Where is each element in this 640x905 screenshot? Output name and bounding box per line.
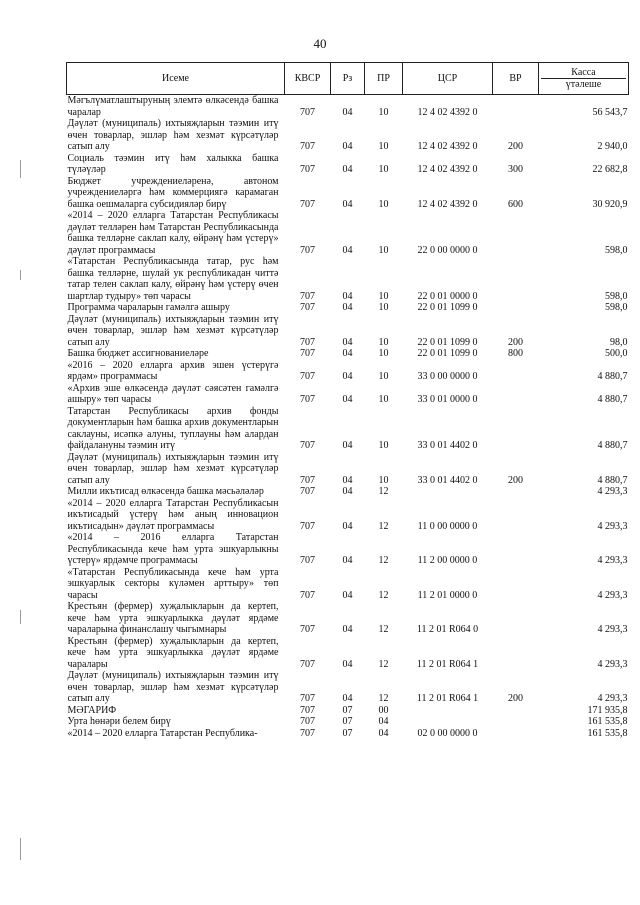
cell-kvsr: 707 bbox=[300, 290, 315, 302]
cell-csr: 22 0 00 0000 0 bbox=[417, 244, 478, 256]
cell-vr: 200 bbox=[508, 141, 523, 152]
table-row bbox=[67, 728, 629, 740]
cell-vr: 800 bbox=[508, 348, 523, 359]
cell-kvsr: 707 bbox=[300, 348, 315, 359]
cell-rz: 04 bbox=[342, 371, 353, 382]
cell-vr bbox=[493, 636, 539, 671]
cell-pr: 12 bbox=[378, 624, 389, 635]
cell-vr bbox=[493, 406, 539, 452]
cell-sum: 4 880,7 bbox=[597, 474, 628, 486]
cell-name: Бюджет учреждениеләренә, автоном учреждениеләргә һәм коммерциягә карамаган башка оешмаларга субсидияләр бирү bbox=[67, 175, 279, 210]
cell-pr: 10 bbox=[378, 198, 389, 210]
cell-pr: 12 bbox=[378, 658, 389, 670]
header-vr: ВР bbox=[493, 63, 539, 95]
header-rz: Рз bbox=[331, 63, 365, 95]
cell-sum: 171 935,8 bbox=[587, 704, 628, 716]
cell-sum: 98,0 bbox=[610, 336, 628, 348]
cell-pr: 00 bbox=[378, 704, 389, 716]
cell-rz: 04 bbox=[342, 486, 353, 497]
cell-sum: 4 293,3 bbox=[597, 555, 628, 566]
cell-sum: 56 543,7 bbox=[592, 106, 628, 118]
cell-rz: 04 bbox=[342, 106, 353, 118]
cell-csr: 11 2 00 0000 0 bbox=[417, 555, 478, 566]
table-row bbox=[67, 95, 629, 119]
cell-csr: 11 2 01 R064 0 bbox=[416, 624, 479, 635]
cell-csr: 12 4 02 4392 0 bbox=[417, 198, 478, 210]
cell-kvsr: 707 bbox=[300, 693, 315, 704]
cell-kvsr: 707 bbox=[300, 106, 315, 118]
cell-name: «Татарстан Республикасында кече һәм урта эшкуарлык секторы күләмен арттыру» төп чарасы bbox=[67, 566, 279, 601]
cell-csr: 11 2 01 R064 1 bbox=[416, 658, 479, 670]
cell-sum: 4 293,3 bbox=[597, 624, 628, 635]
cell-name: Дәүләт (муниципаль) ихтыяҗларын тәэмин итү өчен товарлар, эшләр һәм хезмәт күрсәтүләр сатып алу bbox=[67, 118, 279, 152]
cell-pr: 10 bbox=[378, 290, 389, 302]
cell-sum: 2 940,0 bbox=[597, 141, 628, 152]
cell-kvsr: 707 bbox=[300, 486, 315, 497]
cell-vr bbox=[493, 95, 539, 119]
cell-vr: 200 bbox=[508, 693, 523, 704]
cell-pr: 12 bbox=[378, 486, 389, 497]
cell-kvsr: 707 bbox=[300, 555, 315, 566]
cell-csr: 33 0 00 0000 0 bbox=[417, 371, 478, 382]
table-row bbox=[67, 176, 629, 211]
cell-csr: 02 0 00 0000 0 bbox=[417, 727, 478, 739]
cell-rz: 04 bbox=[342, 474, 353, 486]
cell-rz: 04 bbox=[342, 658, 353, 670]
cell-sum: 4 293,3 bbox=[597, 589, 628, 601]
cell-kvsr: 707 bbox=[300, 394, 315, 405]
cell-pr: 12 bbox=[378, 589, 389, 601]
cell-rz: 04 bbox=[342, 440, 353, 451]
cell-sum: 4 880,7 bbox=[597, 440, 628, 451]
table-row bbox=[67, 601, 629, 636]
cell-name: Башка бюджет ассигнованиеләре bbox=[67, 348, 209, 359]
cell-name: Крестьян (фермер) хуҗалыкларын да кертеп, кече һәм урта эшкуарлыкка дәүләт ярдәме чараларына финанслашу чыгымнары bbox=[67, 601, 279, 635]
cell-rz: 04 bbox=[342, 348, 353, 359]
cell-name: Крестьян (фермер) хуҗалыкларын да кертеп, кече һәм урта эшкуарлыкка дәүләт ярдәме чаралары bbox=[67, 635, 279, 670]
cell-pr: 10 bbox=[378, 164, 389, 175]
cell-name: «2014 – 2020 елларга Татарстан Республика- bbox=[67, 727, 258, 739]
cell-csr: 22 0 01 0000 0 bbox=[417, 290, 478, 302]
cell-rz: 04 bbox=[342, 198, 353, 210]
cell-name: «2014 – 2020 елларга Татарстан Республикасын икътисадый үстерү һәм аның инновацион икътисадын» дәүләт программасы bbox=[67, 497, 279, 532]
cell-name: Татарстан Республикасы архив фонды документларын һәм башка архив документларын саклауны, исәпкә алуны, туплауны һәм алардан файдалануны тәэмин итү bbox=[67, 405, 279, 451]
cell-csr: 33 0 01 4402 0 bbox=[417, 440, 478, 451]
cell-csr: 22 0 01 1099 0 bbox=[417, 348, 478, 359]
margin-mark bbox=[20, 160, 21, 178]
cell-vr: 200 bbox=[508, 336, 523, 348]
cell-kvsr: 707 bbox=[300, 624, 315, 635]
cell-vr bbox=[493, 498, 539, 533]
table-row bbox=[67, 153, 629, 176]
header-pr: ПР bbox=[365, 63, 403, 95]
cell-name: «2014 – 2020 елларга Татарстан Республикасы дәүләт телләрен һәм Татарстан Республикасында башка телләрне саклап калу, өйрәнү һәм үстерү» дәүләт программасы bbox=[67, 210, 279, 256]
table-row bbox=[67, 348, 629, 360]
table-header bbox=[67, 63, 629, 95]
cell-pr: 04 bbox=[378, 727, 389, 739]
table-row bbox=[67, 256, 629, 302]
cell-sum: 598,0 bbox=[605, 302, 628, 313]
table-body bbox=[67, 95, 629, 740]
cell-sum: 161 535,8 bbox=[587, 716, 628, 727]
cell-pr: 12 bbox=[378, 520, 389, 532]
cell-name: «Архив эше өлкәсендә дәүләт сәясәтен гамәлгә ашыру» төп чарасы bbox=[67, 382, 279, 405]
cell-csr: 22 0 01 1099 0 bbox=[417, 336, 478, 348]
table-row bbox=[67, 567, 629, 602]
cell-csr: 33 0 01 4402 0 bbox=[417, 474, 478, 486]
cell-sum: 22 682,8 bbox=[592, 164, 628, 175]
cell-csr: 11 2 01 R064 1 bbox=[416, 693, 479, 704]
cell-kvsr: 707 bbox=[300, 164, 315, 175]
table-row bbox=[67, 670, 629, 705]
header-csr: ЦСР bbox=[403, 63, 493, 95]
cell-rz: 04 bbox=[342, 555, 353, 566]
cell-rz: 04 bbox=[342, 693, 353, 704]
cell-pr: 10 bbox=[378, 371, 389, 382]
cell-csr bbox=[403, 705, 493, 717]
cell-pr: 10 bbox=[378, 302, 389, 313]
cell-sum: 598,0 bbox=[605, 244, 628, 256]
cell-sum: 30 920,9 bbox=[592, 198, 628, 210]
cell-pr: 10 bbox=[378, 474, 389, 486]
header-kassa-line2: үтәлеше bbox=[541, 78, 626, 91]
cell-rz: 07 bbox=[342, 704, 353, 716]
table-row bbox=[67, 486, 629, 498]
cell-sum: 161 535,8 bbox=[587, 727, 628, 739]
table-row bbox=[67, 118, 629, 153]
margin-mark bbox=[20, 270, 21, 280]
cell-pr: 10 bbox=[378, 244, 389, 256]
table-row bbox=[67, 532, 629, 567]
cell-pr: 10 bbox=[378, 440, 389, 451]
cell-kvsr: 707 bbox=[300, 658, 315, 670]
cell-vr bbox=[493, 302, 539, 314]
cell-rz: 04 bbox=[342, 520, 353, 532]
table-row bbox=[67, 716, 629, 728]
cell-csr: 12 4 02 4392 0 bbox=[417, 141, 478, 152]
cell-kvsr: 707 bbox=[300, 198, 315, 210]
cell-kvsr: 707 bbox=[300, 336, 315, 348]
header-kvsr: КВСР bbox=[285, 63, 331, 95]
cell-csr: 12 4 02 4392 0 bbox=[417, 164, 478, 175]
header-name: Исеме bbox=[67, 63, 285, 95]
cell-csr bbox=[403, 716, 493, 728]
cell-sum: 4 293,3 bbox=[597, 486, 628, 497]
cell-csr: 12 4 02 4392 0 bbox=[417, 106, 478, 118]
cell-vr: 200 bbox=[508, 474, 523, 486]
cell-rz: 04 bbox=[342, 290, 353, 302]
cell-kvsr: 707 bbox=[300, 520, 315, 532]
cell-sum: 598,0 bbox=[605, 290, 628, 302]
table-row bbox=[67, 314, 629, 349]
cell-vr bbox=[493, 601, 539, 636]
cell-sum: 4 293,3 bbox=[597, 693, 628, 704]
cell-rz: 04 bbox=[342, 244, 353, 256]
cell-kvsr: 707 bbox=[300, 704, 315, 716]
cell-vr bbox=[493, 210, 539, 256]
cell-name: Дәүләт (муниципаль) ихтыяҗларын тәэмин итү өчен товарлар, эшләр һәм хезмәт күрсәтүләр сатып алу bbox=[67, 313, 279, 348]
cell-vr bbox=[493, 532, 539, 567]
cell-rz: 07 bbox=[342, 727, 353, 739]
cell-name: Милли икътисад өлкәсендә башка мәсьәләләр bbox=[67, 486, 264, 497]
margin-mark bbox=[20, 610, 21, 624]
table-row bbox=[67, 360, 629, 383]
cell-name: «Татарстан Республикасында татар, рус һәм башка телләрне, шулай ук республикадан читтә татар телен саклап калу, өйрәнү һәм үстерү өчен шартлар тудыру» төп чарасы bbox=[67, 256, 279, 302]
table-row bbox=[67, 636, 629, 671]
table-row bbox=[67, 452, 629, 487]
cell-name: Социаль тәэмин итү һәм халыкка башка түләүләр bbox=[67, 152, 279, 175]
cell-name: Дәүләт (муниципаль) ихтыяҗларын тәэмин итү өчен товарлар, эшләр һәм хезмәт күрсәтүләр сатып алу bbox=[67, 451, 279, 486]
cell-kvsr: 707 bbox=[300, 589, 315, 601]
cell-rz: 04 bbox=[342, 164, 353, 175]
cell-pr: 10 bbox=[378, 394, 389, 405]
cell-pr: 12 bbox=[378, 693, 389, 704]
cell-name: Урта һөнәри белем бирү bbox=[67, 716, 171, 727]
cell-rz: 04 bbox=[342, 624, 353, 635]
cell-name: «2014 – 2016 елларга Татарстан Республикасында кече һәм урта эшкуарлыкны үстерү» ярдәмче программасы bbox=[67, 532, 279, 566]
cell-name: Дәүләт (муниципаль) ихтыяҗларын тәэмин итү өчен товарлар, эшләр һәм хезмәт күрсәтүләр сатып алу bbox=[67, 670, 279, 704]
cell-vr: 300 bbox=[508, 164, 523, 175]
header-kassa-line1: Касса bbox=[571, 66, 596, 78]
page-number: 40 bbox=[313, 36, 327, 51]
cell-vr bbox=[493, 705, 539, 717]
cell-rz: 04 bbox=[342, 394, 353, 405]
table-row bbox=[67, 383, 629, 406]
cell-kvsr: 707 bbox=[300, 244, 315, 256]
margin-mark bbox=[20, 838, 21, 860]
table-row bbox=[67, 498, 629, 533]
cell-pr: 04 bbox=[378, 716, 389, 727]
cell-sum: 500,0 bbox=[605, 348, 628, 359]
cell-sum: 4 880,7 bbox=[597, 394, 628, 405]
cell-vr bbox=[493, 567, 539, 602]
budget-table bbox=[66, 62, 629, 739]
cell-vr bbox=[493, 256, 539, 302]
cell-pr: 12 bbox=[378, 555, 389, 566]
cell-name: Мәгълүматлаштыруның элемтә өлкәсендә башка чаралар bbox=[67, 95, 279, 118]
cell-pr: 10 bbox=[378, 348, 389, 359]
cell-rz: 04 bbox=[342, 336, 353, 348]
cell-pr: 10 bbox=[378, 106, 389, 118]
cell-kvsr: 707 bbox=[300, 371, 315, 382]
cell-vr bbox=[493, 728, 539, 740]
cell-csr: 11 2 01 0000 0 bbox=[417, 589, 478, 601]
cell-name: Программа чараларын гамәлгә ашыру bbox=[67, 302, 230, 313]
cell-kvsr: 707 bbox=[300, 474, 315, 486]
cell-vr bbox=[493, 383, 539, 406]
cell-rz: 04 bbox=[342, 302, 353, 313]
cell-sum: 4 880,7 bbox=[597, 371, 628, 382]
cell-sum: 4 293,3 bbox=[597, 658, 628, 670]
cell-vr bbox=[493, 360, 539, 383]
header-kassa bbox=[539, 63, 629, 95]
cell-kvsr: 707 bbox=[300, 141, 315, 152]
table-row bbox=[67, 705, 629, 717]
cell-name: МӘГАРИФ bbox=[67, 704, 117, 716]
cell-csr: 33 0 01 0000 0 bbox=[417, 394, 478, 405]
table-row bbox=[67, 210, 629, 256]
cell-sum: 4 293,3 bbox=[597, 520, 628, 532]
cell-vr bbox=[493, 716, 539, 728]
cell-csr: 11 0 00 0000 0 bbox=[417, 520, 478, 532]
cell-kvsr: 707 bbox=[300, 440, 315, 451]
cell-csr: 22 0 01 1099 0 bbox=[417, 302, 478, 313]
cell-vr bbox=[493, 486, 539, 498]
cell-rz: 04 bbox=[342, 589, 353, 601]
cell-vr: 600 bbox=[508, 198, 523, 210]
cell-pr: 10 bbox=[378, 336, 389, 348]
cell-kvsr: 707 bbox=[300, 716, 315, 727]
cell-rz: 04 bbox=[342, 141, 353, 152]
cell-kvsr: 707 bbox=[300, 302, 315, 313]
table-row bbox=[67, 406, 629, 452]
cell-pr: 10 bbox=[378, 141, 389, 152]
table-row bbox=[67, 302, 629, 314]
cell-kvsr: 707 bbox=[300, 727, 315, 739]
cell-csr bbox=[403, 486, 493, 498]
cell-name: «2016 – 2020 елларга архив эшен үстерүгә ярдәм» программасы bbox=[67, 359, 279, 382]
cell-rz: 07 bbox=[342, 716, 353, 727]
